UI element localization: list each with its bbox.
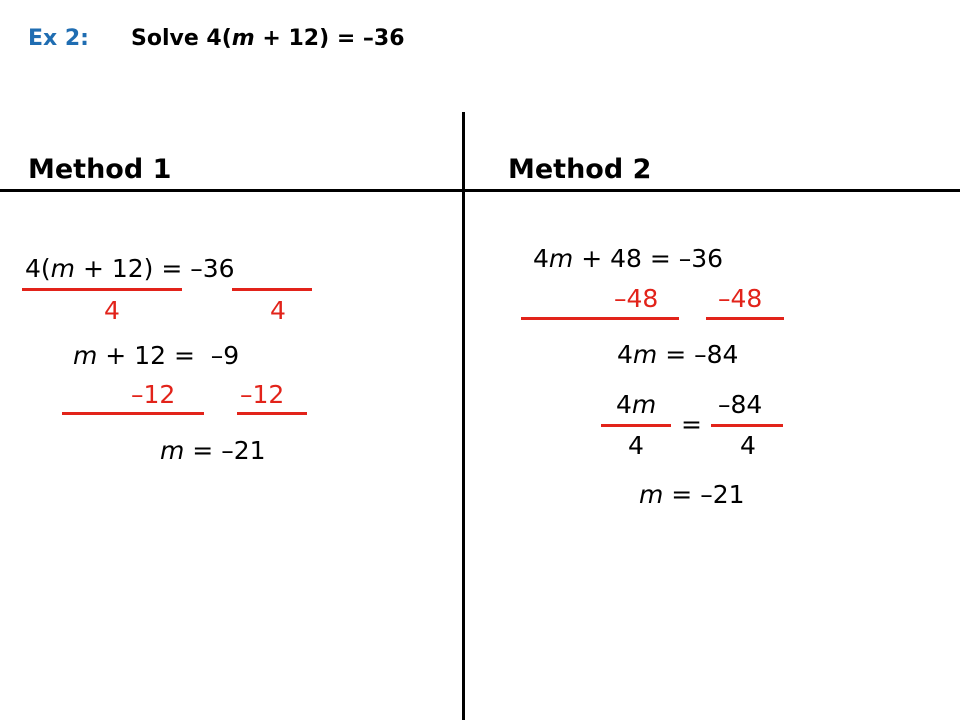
problem-prefix: Solve 4( (131, 26, 232, 51)
m1-line3-suffix: = –21 (184, 436, 266, 465)
method1-subtract-rule-right (237, 412, 307, 415)
method2-fraction-right-numerator: –84 (718, 390, 763, 419)
m2-line1-prefix: 4 (533, 244, 549, 273)
method1-subtract-right: –12 (240, 380, 285, 409)
method1-title: Method 1 (28, 154, 172, 185)
m1-line1-prefix: 4( (25, 254, 51, 283)
method1-divisor-left: 4 (104, 296, 120, 325)
m1-line2-var: m (73, 341, 98, 370)
problem-variable: m (231, 26, 255, 51)
m2-frac-num-var: m (631, 390, 657, 419)
problem-suffix: + 12) = –36 (254, 26, 405, 51)
m2-line2-suffix: = –84 (657, 340, 739, 369)
m2-line2-prefix: 4 (617, 340, 633, 369)
method2-title: Method 2 (508, 154, 652, 185)
method1-divisor-right: 4 (270, 296, 286, 325)
method2-subtract-right: –48 (718, 284, 763, 313)
m1-line3-var: m (160, 436, 185, 465)
method2-fraction-left-numerator (616, 392, 656, 417)
m1-line1-var: m (50, 254, 76, 283)
m1-line1-suffix: + 12) = –36 (75, 254, 235, 283)
method2-line2 (617, 342, 738, 367)
method2-subtract-rule-left (521, 317, 679, 320)
method2-fraction-right-denominator: 4 (740, 431, 756, 460)
method2-fraction-left-denominator: 4 (628, 431, 644, 460)
method1-subtract-left: –12 (131, 380, 176, 409)
method2-fraction-bar-right (711, 424, 783, 427)
method2-line1 (533, 246, 723, 271)
method2-fraction-bar-left (601, 424, 671, 427)
vertical-divider (462, 112, 465, 720)
problem-statement (131, 28, 405, 50)
method2-fraction-equals: = (681, 410, 702, 439)
m2-line1-var: m (548, 244, 574, 273)
m2-frac-num-prefix: 4 (616, 390, 632, 419)
method1-line1 (25, 256, 235, 281)
m1-line2-suffix: + 12 = –9 (97, 341, 240, 370)
method2-subtract-left: –48 (614, 284, 659, 313)
m2-line1-suffix: + 48 = –36 (573, 244, 724, 273)
m2-line3-var: m (639, 480, 664, 509)
method2-subtract-rule-right (706, 317, 784, 320)
method2-line3 (639, 482, 745, 507)
method1-subtract-rule-left (62, 412, 204, 415)
method1-line2 (73, 343, 239, 368)
horizontal-divider (0, 189, 960, 192)
method1-divide-rule-right (232, 288, 312, 291)
example-label: Ex 2: (28, 26, 89, 51)
method1-divide-rule-left (22, 288, 182, 291)
m2-line2-var: m (632, 340, 658, 369)
m2-line3-suffix: = –21 (663, 480, 745, 509)
method1-line3 (160, 438, 266, 463)
